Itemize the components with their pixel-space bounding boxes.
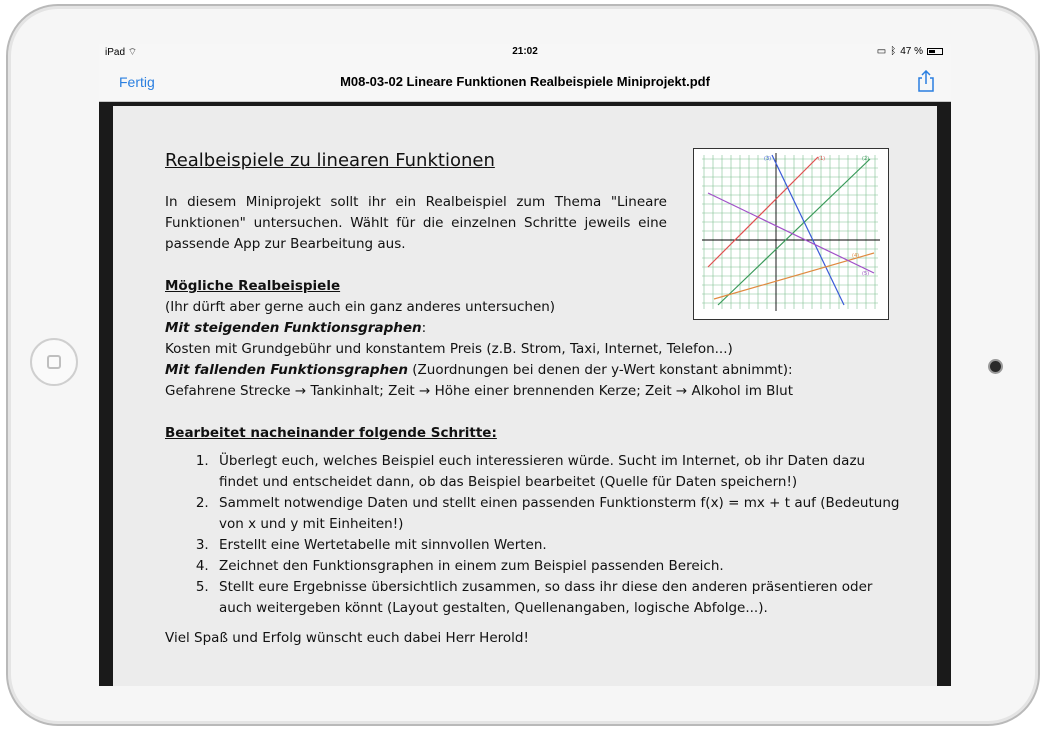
closing-text: Viel Spaß und Erfolg wünscht euch dabei Herr Herold! xyxy=(165,630,529,646)
examples-note: (Ihr dürft aber gerne auch ein ganz anderes untersuchen) xyxy=(165,299,556,315)
falling-label: Mit fallenden Funktionsgraphen xyxy=(165,362,408,378)
airplay-icon: ▭ xyxy=(876,46,887,57)
graph-label-4: (4) xyxy=(852,253,860,259)
bluetooth-icon: ᛒ xyxy=(890,46,897,57)
status-right xyxy=(877,46,943,57)
document-title: M08-03-02 Lineare Funktionen Realbeispiele Miniprojekt.pdf xyxy=(340,74,710,89)
doc-intro: In diesem Miniprojekt sollt ihr ein Realbeispiel zum Thema "Lineare Funktionen" untersuchen. Wählt für die einzelnen Schritte jeweils eine passende App zur Bearbeitung aus. xyxy=(165,194,667,252)
pdf-page xyxy=(113,106,937,686)
graph-label-1: (1) xyxy=(818,156,826,162)
camera-icon xyxy=(988,359,1003,374)
steps-list xyxy=(191,451,903,619)
done-button[interactable]: Fertig xyxy=(119,74,155,90)
status-time: 21:02 xyxy=(512,46,538,57)
screen xyxy=(99,44,951,686)
battery-percent: 47 % xyxy=(900,46,923,57)
steps-heading: Bearbeitet nacheinander folgende Schritte: xyxy=(165,425,497,441)
share-icon[interactable] xyxy=(917,70,935,92)
wifi-icon: ⌔ xyxy=(127,47,138,58)
function-graph-image xyxy=(693,148,889,320)
battery-icon xyxy=(927,48,943,55)
home-button[interactable] xyxy=(30,338,78,386)
rising-colon: : xyxy=(421,320,427,336)
graph-label-2: (2) xyxy=(862,156,870,162)
doc-heading: Realbeispiele zu linearen Funktionen xyxy=(165,150,495,171)
step-item: 3. Erstellt eine Wertetabelle mit sinnvollen Werten. xyxy=(213,535,903,556)
nav-bar xyxy=(99,60,951,102)
rising-line xyxy=(165,318,426,339)
graph-label-3: (3) xyxy=(764,156,772,162)
graph-label-5: (5) xyxy=(862,271,870,277)
home-square-icon xyxy=(47,355,61,369)
falling-line xyxy=(165,360,793,381)
step-item: 4. Zeichnet den Funktionsgraphen in einem zum Beispiel passenden Bereich. xyxy=(213,556,903,577)
device-label: iPad xyxy=(105,47,126,58)
falling-text: Gefahrene Strecke → Tankinhalt; Zeit → Höhe einer brennenden Kerze; Zeit → Alkohol im Blut xyxy=(165,383,794,399)
rising-text: Kosten mit Grundgebühr und konstantem Preis (z.B. Strom, Taxi, Internet, Telefon...) xyxy=(165,341,733,357)
step-item: 5. Stellt eure Ergebnisse übersichtlich zusammen, so dass ihr diese den anderen präsentieren oder auch weitergeben könnt (Layout gestalten, Quellenangaben, logische Abfolge...). xyxy=(213,577,903,619)
rising-label: Mit steigenden Funktionsgraphen xyxy=(165,320,422,336)
falling-note: (Zuordnungen bei denen der y-Wert konstant abnimmt): xyxy=(407,362,793,378)
step-item: 2. Sammelt notwendige Daten und stellt einen passenden Funktionsterm f(x) = mx + t auf (Bedeutung von x und y mit Einheiten!) xyxy=(213,493,903,535)
status-bar xyxy=(99,44,951,60)
examples-heading: Mögliche Realbeispiele xyxy=(165,278,341,294)
step-item: 1. Überlegt euch, welches Beispiel euch interessieren würde. Sucht im Internet, ob ihr Daten dazu findet und entscheidet dann, ob das Beispiel bearbeitet (Quelle für Daten speichern!) xyxy=(213,451,903,493)
